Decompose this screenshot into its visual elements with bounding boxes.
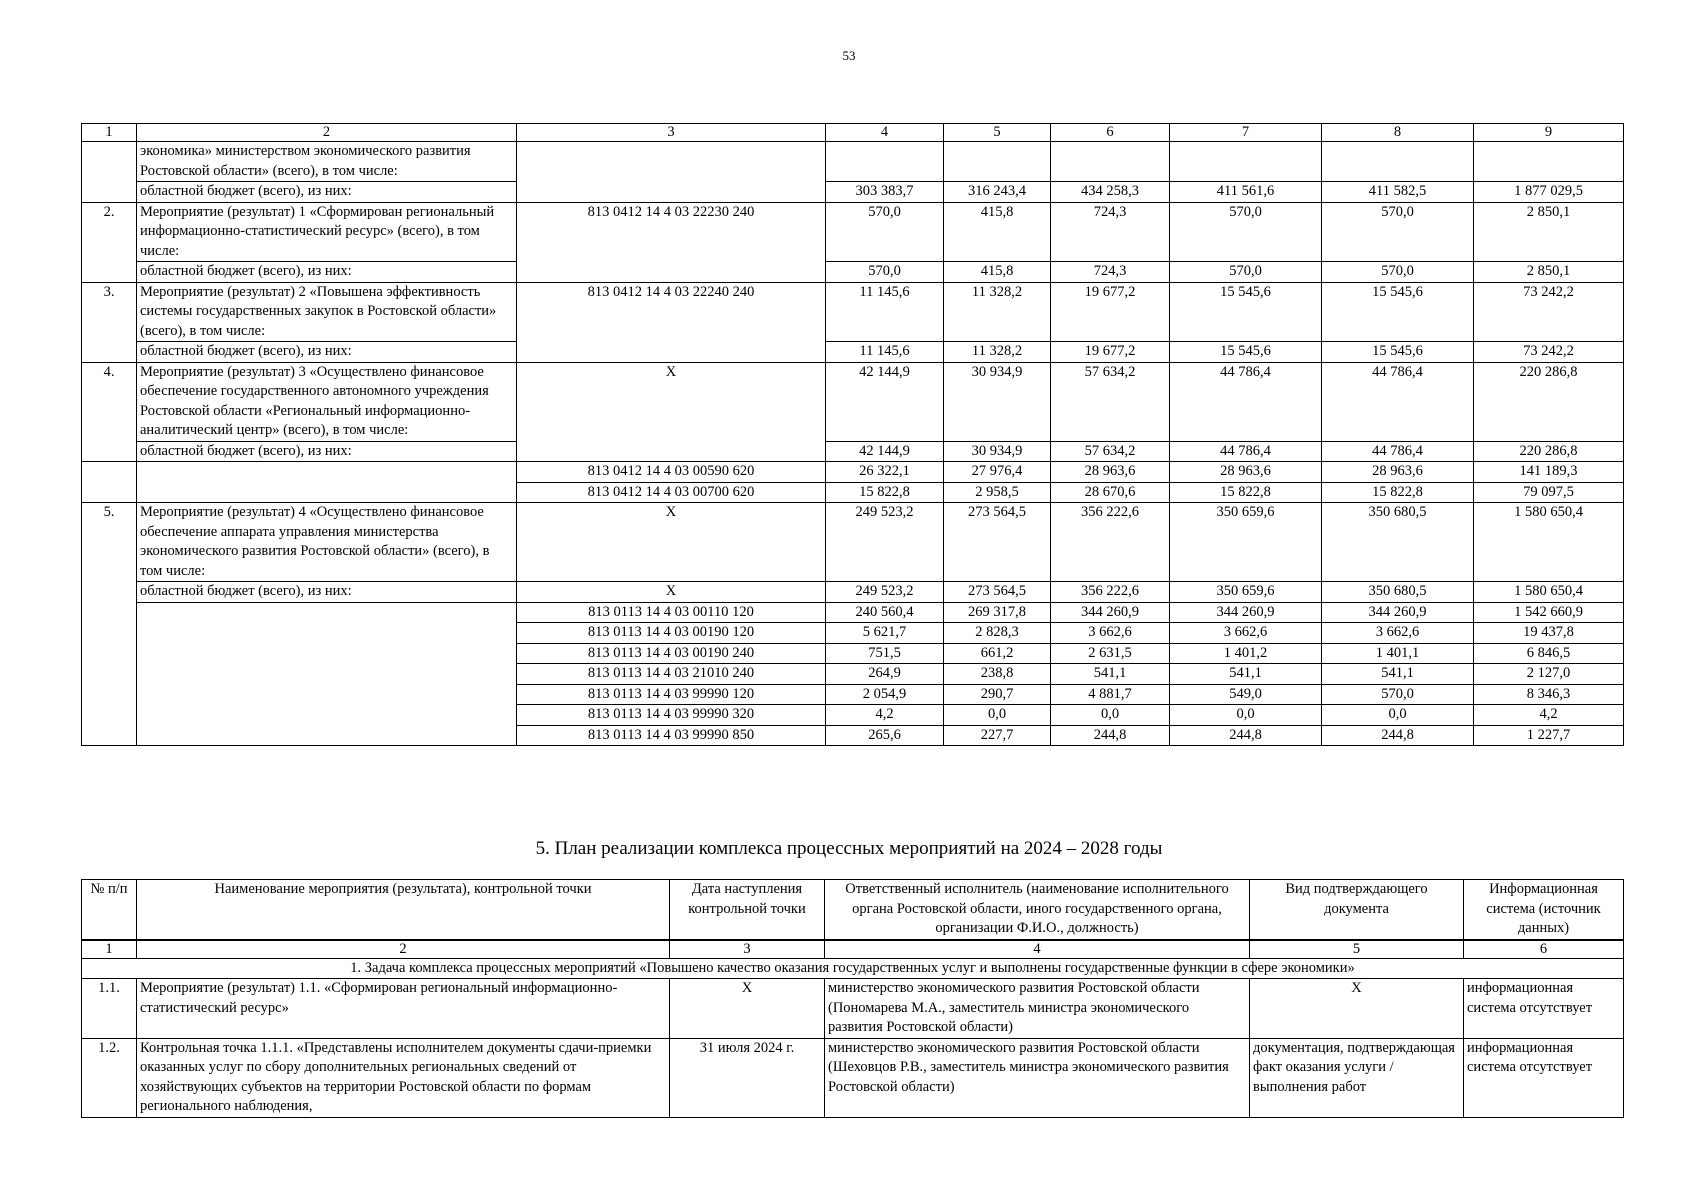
table-row	[82, 441, 1624, 462]
budget-label: областной бюджет (всего), из них:	[137, 441, 517, 462]
value-cell: 6 846,5	[1474, 643, 1624, 664]
value-cell: 356 222,6	[1051, 503, 1170, 582]
value-cell: 434 258,3	[1051, 182, 1170, 203]
value-cell: 2 054,9	[826, 684, 944, 705]
column-number-row	[82, 124, 1624, 142]
plan-table	[81, 879, 1624, 1118]
table-row	[82, 182, 1624, 203]
budget-code: X	[517, 503, 826, 582]
section-title: 5. План реализации комплекса процессных мероприятий на 2024 – 2028 годы	[535, 838, 1163, 859]
value-cell: 227,7	[944, 725, 1051, 746]
value-cell: 350 659,6	[1170, 582, 1322, 603]
value-cell: 273 564,5	[944, 582, 1051, 603]
value-cell: 411 582,5	[1322, 182, 1474, 203]
value-cell: 415,8	[944, 202, 1051, 262]
value-cell: 264,9	[826, 664, 944, 685]
table-row	[82, 1038, 1624, 1117]
header-cell: Вид подтверждающего документа	[1250, 880, 1464, 940]
table-row	[82, 142, 1624, 182]
value-cell: 1 580 650,4	[1474, 582, 1624, 603]
value-cell: 244,8	[1051, 725, 1170, 746]
value-cell: 42 144,9	[826, 441, 944, 462]
value-cell: 11 328,2	[944, 342, 1051, 363]
value-cell: 73 242,2	[1474, 342, 1624, 363]
value-cell: 2 958,5	[944, 482, 1051, 503]
value-cell: 1 401,2	[1170, 643, 1322, 664]
value-cell: 0,0	[1051, 705, 1170, 726]
value-cell: 57 634,2	[1051, 441, 1170, 462]
value-cell: 1 227,7	[1474, 725, 1624, 746]
activity-name: Контрольная точка 1.1.1. «Представлены исполнителем документы сдачи-приемки оказанных услуг по сбору дополнительных региональных сведений от хозяйствующих субъектов на территории Ростовской области по формам регионального наблюдения,	[137, 1038, 670, 1117]
value-cell: 724,3	[1051, 262, 1170, 283]
budget-label: областной бюджет (всего), из них:	[137, 182, 517, 203]
activity-name: Мероприятие (результат) 1 «Сформирован региональный информационно-статистический ресурс» (всего), в том числе:	[137, 202, 517, 262]
table-row	[82, 602, 1624, 623]
value-cell: 28 963,6	[1322, 462, 1474, 483]
value-cell: 570,0	[1322, 262, 1474, 283]
value-cell: 19 437,8	[1474, 623, 1624, 644]
value-cell: 4,2	[1474, 705, 1624, 726]
value-cell: 15 545,6	[1322, 342, 1474, 363]
budget-code: 813 0412 14 4 03 22230 240	[517, 202, 826, 282]
value-cell: 11 145,6	[826, 282, 944, 342]
budget-table	[81, 123, 1624, 746]
budget-label: областной бюджет (всего), из них:	[137, 342, 517, 363]
value-cell: 2 828,3	[944, 623, 1051, 644]
value-cell: 570,0	[826, 262, 944, 283]
value-cell: 73 242,2	[1474, 282, 1624, 342]
value-cell: 751,5	[826, 643, 944, 664]
value-cell: 244,8	[1170, 725, 1322, 746]
value-cell: 0,0	[944, 705, 1051, 726]
value-cell: 44 786,4	[1170, 362, 1322, 441]
row-number: 1.2.	[82, 1038, 137, 1117]
budget-code: 813 0412 14 4 03 00700 620	[517, 482, 826, 503]
value-cell: 27 976,4	[944, 462, 1051, 483]
budget-code: 813 0412 14 4 03 22240 240	[517, 282, 826, 362]
responsible-executor: министерство экономического развития Ростовской области (Шеховцов Р.В., заместитель министра экономического развития Ростовской области)	[825, 1038, 1250, 1117]
budget-code: 813 0113 14 4 03 99990 850	[517, 725, 826, 746]
value-cell: 2 850,1	[1474, 262, 1624, 283]
confirming-document: документация, подтверждающая факт оказания услуги / выполнения работ	[1250, 1038, 1464, 1117]
value-cell: 220 286,8	[1474, 441, 1624, 462]
col-number: 3	[670, 940, 825, 959]
value-cell: 244,8	[1322, 725, 1474, 746]
col-number: 5	[944, 124, 1051, 142]
value-cell: 265,6	[826, 725, 944, 746]
value-cell: 541,1	[1322, 664, 1474, 685]
checkpoint-date: X	[670, 979, 825, 1039]
col-number: 7	[1170, 124, 1322, 142]
value-cell: 269 317,8	[944, 602, 1051, 623]
value-cell: 4 881,7	[1051, 684, 1170, 705]
value-cell: 411 561,6	[1170, 182, 1322, 203]
value-cell: 570,0	[826, 202, 944, 262]
table-row	[82, 582, 1624, 603]
value-cell: 44 786,4	[1322, 362, 1474, 441]
value-cell: 570,0	[1322, 202, 1474, 262]
header-cell: Наименование мероприятия (результата), контрольной точки	[137, 880, 670, 940]
value-cell: 141 189,3	[1474, 462, 1624, 483]
col-number: 8	[1322, 124, 1474, 142]
col-number: 4	[825, 940, 1250, 959]
row-number: 2.	[82, 202, 137, 282]
value-cell: 249 523,2	[826, 582, 944, 603]
value-cell: 570,0	[1322, 684, 1474, 705]
value-cell: 2 850,1	[1474, 202, 1624, 262]
header-row	[82, 880, 1624, 940]
value-cell: 570,0	[1170, 262, 1322, 283]
activity-name: Мероприятие (результат) 3 «Осуществлено финансовое обеспечение государственного автономного учреждения Ростовской области «Региональный информационно-аналитический центр» (всего), в том числе:	[137, 362, 517, 441]
value-cell: 415,8	[944, 262, 1051, 283]
value-cell: 15 822,8	[1322, 482, 1474, 503]
value-cell: 240 560,4	[826, 602, 944, 623]
table-row	[82, 362, 1624, 441]
value-cell: 8 346,3	[1474, 684, 1624, 705]
table-row	[82, 462, 1624, 483]
col-number: 5	[1250, 940, 1464, 959]
col-number: 4	[826, 124, 944, 142]
value-cell: 290,7	[944, 684, 1051, 705]
value-cell: 1 401,1	[1322, 643, 1474, 664]
value-cell: 1 580 650,4	[1474, 503, 1624, 582]
budget-code: X	[517, 362, 826, 462]
value-cell: 541,1	[1051, 664, 1170, 685]
value-cell: 249 523,2	[826, 503, 944, 582]
header-cell: Дата наступления контрольной точки	[670, 880, 825, 940]
task-row	[82, 958, 1624, 979]
value-cell: 19 677,2	[1051, 282, 1170, 342]
col-number: 3	[517, 124, 826, 142]
row-number: 4.	[82, 362, 137, 462]
value-cell: 344 260,9	[1051, 602, 1170, 623]
budget-code: 813 0113 14 4 03 00190 120	[517, 623, 826, 644]
value-cell: 26 322,1	[826, 462, 944, 483]
information-system: информационная система отсутствует	[1464, 1038, 1624, 1117]
header-cell: Ответственный исполнитель (наименование исполнительного органа Ростовской области, иного государственного органа, организации Ф.И.О., должность)	[825, 880, 1250, 940]
value-cell: 273 564,5	[944, 503, 1051, 582]
activity-name: экономика» министерством экономического развития Ростовской области» (всего), в том числе:	[137, 142, 517, 182]
value-cell: 344 260,9	[1170, 602, 1322, 623]
value-cell: 303 383,7	[826, 182, 944, 203]
activity-name: Мероприятие (результат) 2 «Повышена эффективность системы государственных закупок в Ростовской области» (всего), в том числе:	[137, 282, 517, 342]
table-row	[82, 262, 1624, 283]
col-number: 9	[1474, 124, 1624, 142]
value-cell: 15 545,6	[1170, 342, 1322, 363]
value-cell: 356 222,6	[1051, 582, 1170, 603]
value-cell: 19 677,2	[1051, 342, 1170, 363]
budget-label: областной бюджет (всего), из них:	[137, 262, 517, 283]
value-cell: 30 934,9	[944, 441, 1051, 462]
value-cell: 28 963,6	[1170, 462, 1322, 483]
value-cell: 220 286,8	[1474, 362, 1624, 441]
value-cell: 79 097,5	[1474, 482, 1624, 503]
value-cell: 3 662,6	[1322, 623, 1474, 644]
value-cell: 5 621,7	[826, 623, 944, 644]
responsible-executor: министерство экономического развития Ростовской области (Пономарева М.А., заместитель министра экономического развития Ростовской области)	[825, 979, 1250, 1039]
value-cell: 28 670,6	[1051, 482, 1170, 503]
value-cell: 44 786,4	[1170, 441, 1322, 462]
table-row	[82, 979, 1624, 1039]
value-cell: 2 127,0	[1474, 664, 1624, 685]
value-cell: 44 786,4	[1322, 441, 1474, 462]
value-cell: 350 659,6	[1170, 503, 1322, 582]
page-number: 53	[842, 48, 856, 63]
task-title: 1. Задача комплекса процессных мероприятий «Повышено качество оказания государственных услуг и выполнены государственные функции в сфере экономики»	[82, 958, 1624, 979]
value-cell: 1 877 029,5	[1474, 182, 1624, 203]
col-number: 1	[82, 940, 137, 959]
value-cell: 350 680,5	[1322, 582, 1474, 603]
value-cell: 541,1	[1170, 664, 1322, 685]
information-system: информационная система отсутствует	[1464, 979, 1624, 1039]
confirming-document: X	[1250, 979, 1464, 1039]
value-cell: 3 662,6	[1051, 623, 1170, 644]
value-cell: 661,2	[944, 643, 1051, 664]
value-cell: 57 634,2	[1051, 362, 1170, 441]
budget-code: 813 0412 14 4 03 00590 620	[517, 462, 826, 483]
budget-code: 813 0113 14 4 03 00190 240	[517, 643, 826, 664]
col-number: 6	[1051, 124, 1170, 142]
col-number: 2	[137, 940, 670, 959]
table-row	[82, 503, 1624, 582]
value-cell: 3 662,6	[1170, 623, 1322, 644]
value-cell: 724,3	[1051, 202, 1170, 262]
activity-name: Мероприятие (результат) 4 «Осуществлено финансовое обеспечение аппарата управления министерства экономического развития Ростовской области» (всего), в том числе:	[137, 503, 517, 582]
budget-code: 813 0113 14 4 03 00110 120	[517, 602, 826, 623]
budget-label: областной бюджет (всего), из них:	[137, 582, 517, 603]
value-cell: 238,8	[944, 664, 1051, 685]
value-cell: 15 822,8	[1170, 482, 1322, 503]
checkpoint-date: 31 июля 2024 г.	[670, 1038, 825, 1117]
budget-code: X	[517, 582, 826, 603]
col-number: 1	[82, 124, 137, 142]
value-cell: 2 631,5	[1051, 643, 1170, 664]
col-number: 2	[137, 124, 517, 142]
value-cell: 570,0	[1170, 202, 1322, 262]
value-cell: 15 545,6	[1170, 282, 1322, 342]
budget-code: 813 0113 14 4 03 21010 240	[517, 664, 826, 685]
header-cell: № п/п	[82, 880, 137, 940]
value-cell: 11 145,6	[826, 342, 944, 363]
table-row	[82, 282, 1624, 342]
value-cell: 15 545,6	[1322, 282, 1474, 342]
value-cell: 549,0	[1170, 684, 1322, 705]
budget-code: 813 0113 14 4 03 99990 120	[517, 684, 826, 705]
row-number: 5.	[82, 503, 137, 746]
value-cell: 316 243,4	[944, 182, 1051, 203]
value-cell: 1 542 660,9	[1474, 602, 1624, 623]
table-row	[82, 342, 1624, 363]
activity-name: Мероприятие (результат) 1.1. «Сформирован региональный информационно-статистический ресурс»	[137, 979, 670, 1039]
value-cell: 344 260,9	[1322, 602, 1474, 623]
value-cell: 11 328,2	[944, 282, 1051, 342]
value-cell: 0,0	[1170, 705, 1322, 726]
value-cell: 0,0	[1322, 705, 1474, 726]
value-cell: 4,2	[826, 705, 944, 726]
row-number: 1.1.	[82, 979, 137, 1039]
value-cell: 350 680,5	[1322, 503, 1474, 582]
value-cell: 15 822,8	[826, 482, 944, 503]
value-cell: 42 144,9	[826, 362, 944, 441]
header-cell: Информационная система (источник данных)	[1464, 880, 1624, 940]
budget-code: 813 0113 14 4 03 99990 320	[517, 705, 826, 726]
value-cell: 30 934,9	[944, 362, 1051, 441]
value-cell: 28 963,6	[1051, 462, 1170, 483]
row-number: 3.	[82, 282, 137, 362]
col-number: 6	[1464, 940, 1624, 959]
column-number-row	[82, 940, 1624, 959]
table-row	[82, 202, 1624, 262]
